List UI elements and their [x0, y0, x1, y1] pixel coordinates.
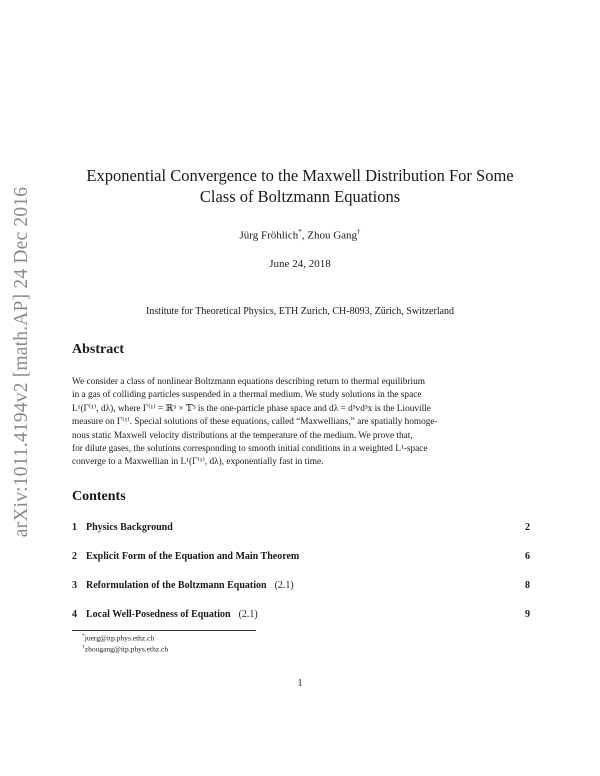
toc-section-title — [86, 580, 294, 591]
toc-title-text: Explicit Form of the Equation and Main Theorem — [86, 551, 300, 562]
toc-entry[interactable] — [72, 580, 530, 594]
footnote-email[interactable]: zhougang@itp.phys.ethz.ch — [84, 644, 169, 654]
footnote — [82, 633, 154, 643]
abstract-line: for dilute gases, the solutions corresponding to smooth initial conditions in a weighted L¹-space — [72, 444, 428, 455]
footnote-divider — [72, 630, 256, 631]
footnote-mark: † — [357, 228, 361, 236]
equation-reference[interactable]: (2.1) — [238, 609, 258, 620]
abstract-line: in a gas of colliding particles suspended in a thermal medium. We study solutions in the space — [72, 390, 422, 401]
abstract-line: L¹(Γ⁽¹⁾, dλ), where Γ⁽¹⁾ = ℝ³ × 𝕋³ is the one-particle phase space and dλ = d³vd³x is the Liouville — [72, 403, 431, 414]
toc-section-title — [86, 551, 299, 562]
toc-entry[interactable] — [72, 522, 530, 536]
publication-date: June 24, 2018 — [269, 258, 331, 270]
toc-section-number: 4 — [72, 609, 77, 620]
toc-section-title — [86, 609, 258, 620]
toc-title-text: Local Well-Posedness of Equation — [86, 609, 231, 620]
contents-heading: Contents — [72, 489, 126, 504]
abstract-text — [72, 376, 530, 470]
paper-title — [70, 165, 530, 207]
toc-page-number: 9 — [525, 609, 530, 620]
toc-section-number: 1 — [72, 522, 77, 533]
toc-section-number: 2 — [72, 551, 77, 562]
affiliation: Institute for Theoretical Physics, ETH Zurich, CH-8093, Zürich, Switzerland — [145, 306, 455, 317]
toc-page-number: 2 — [525, 522, 530, 533]
author-separator: , — [301, 229, 308, 242]
title-line: Exponential Convergence to the Maxwell Distribution For Some — [86, 166, 514, 185]
toc-page-number: 6 — [525, 551, 530, 562]
abstract-line: We consider a class of nonlinear Boltzmann equations describing return to thermal equilibrium — [72, 377, 425, 387]
author-name: Jürg Fröhlich — [239, 229, 299, 242]
footnote — [82, 644, 168, 654]
toc-title-text: Physics Background — [86, 522, 173, 533]
toc-page-number: 8 — [525, 580, 530, 591]
author-name: Zhou Gang — [307, 229, 358, 242]
author-list — [0, 228, 600, 242]
equation-reference[interactable]: (2.1) — [274, 580, 294, 591]
footnote-email[interactable]: juerg@itp.phys.ethz.ch — [84, 633, 155, 643]
toc-section-number: 3 — [72, 580, 77, 591]
abstract-line: converge to a Maxwellian in L¹(Γ⁽¹⁾, dλ), exponentially fast in time. — [72, 457, 324, 468]
abstract-line: nous static Maxwell velocity distributions at the temperature of the medium. We prove that, — [72, 430, 413, 441]
title-line: Class of Boltzmann Equations — [199, 187, 401, 206]
arxiv-identifier-text: arXiv:1011.4194v2 [math.AP] 24 Dec 2016 — [11, 186, 33, 538]
abstract-line: measure on Γ⁽¹⁾. Special solutions of these equations, called “Maxwellians,” are spatially homoge- — [72, 417, 438, 428]
toc-entry[interactable] — [72, 551, 530, 565]
footnote-mark: † — [82, 644, 85, 650]
footnote-mark: * — [82, 633, 85, 639]
page-number: 1 — [297, 678, 303, 689]
footnote-mark: * — [298, 228, 302, 236]
toc-entry[interactable] — [72, 609, 530, 623]
toc-title-text: Reformulation of the Boltzmann Equation — [86, 580, 267, 591]
toc-section-title — [86, 522, 173, 533]
abstract-heading: Abstract — [72, 342, 125, 357]
